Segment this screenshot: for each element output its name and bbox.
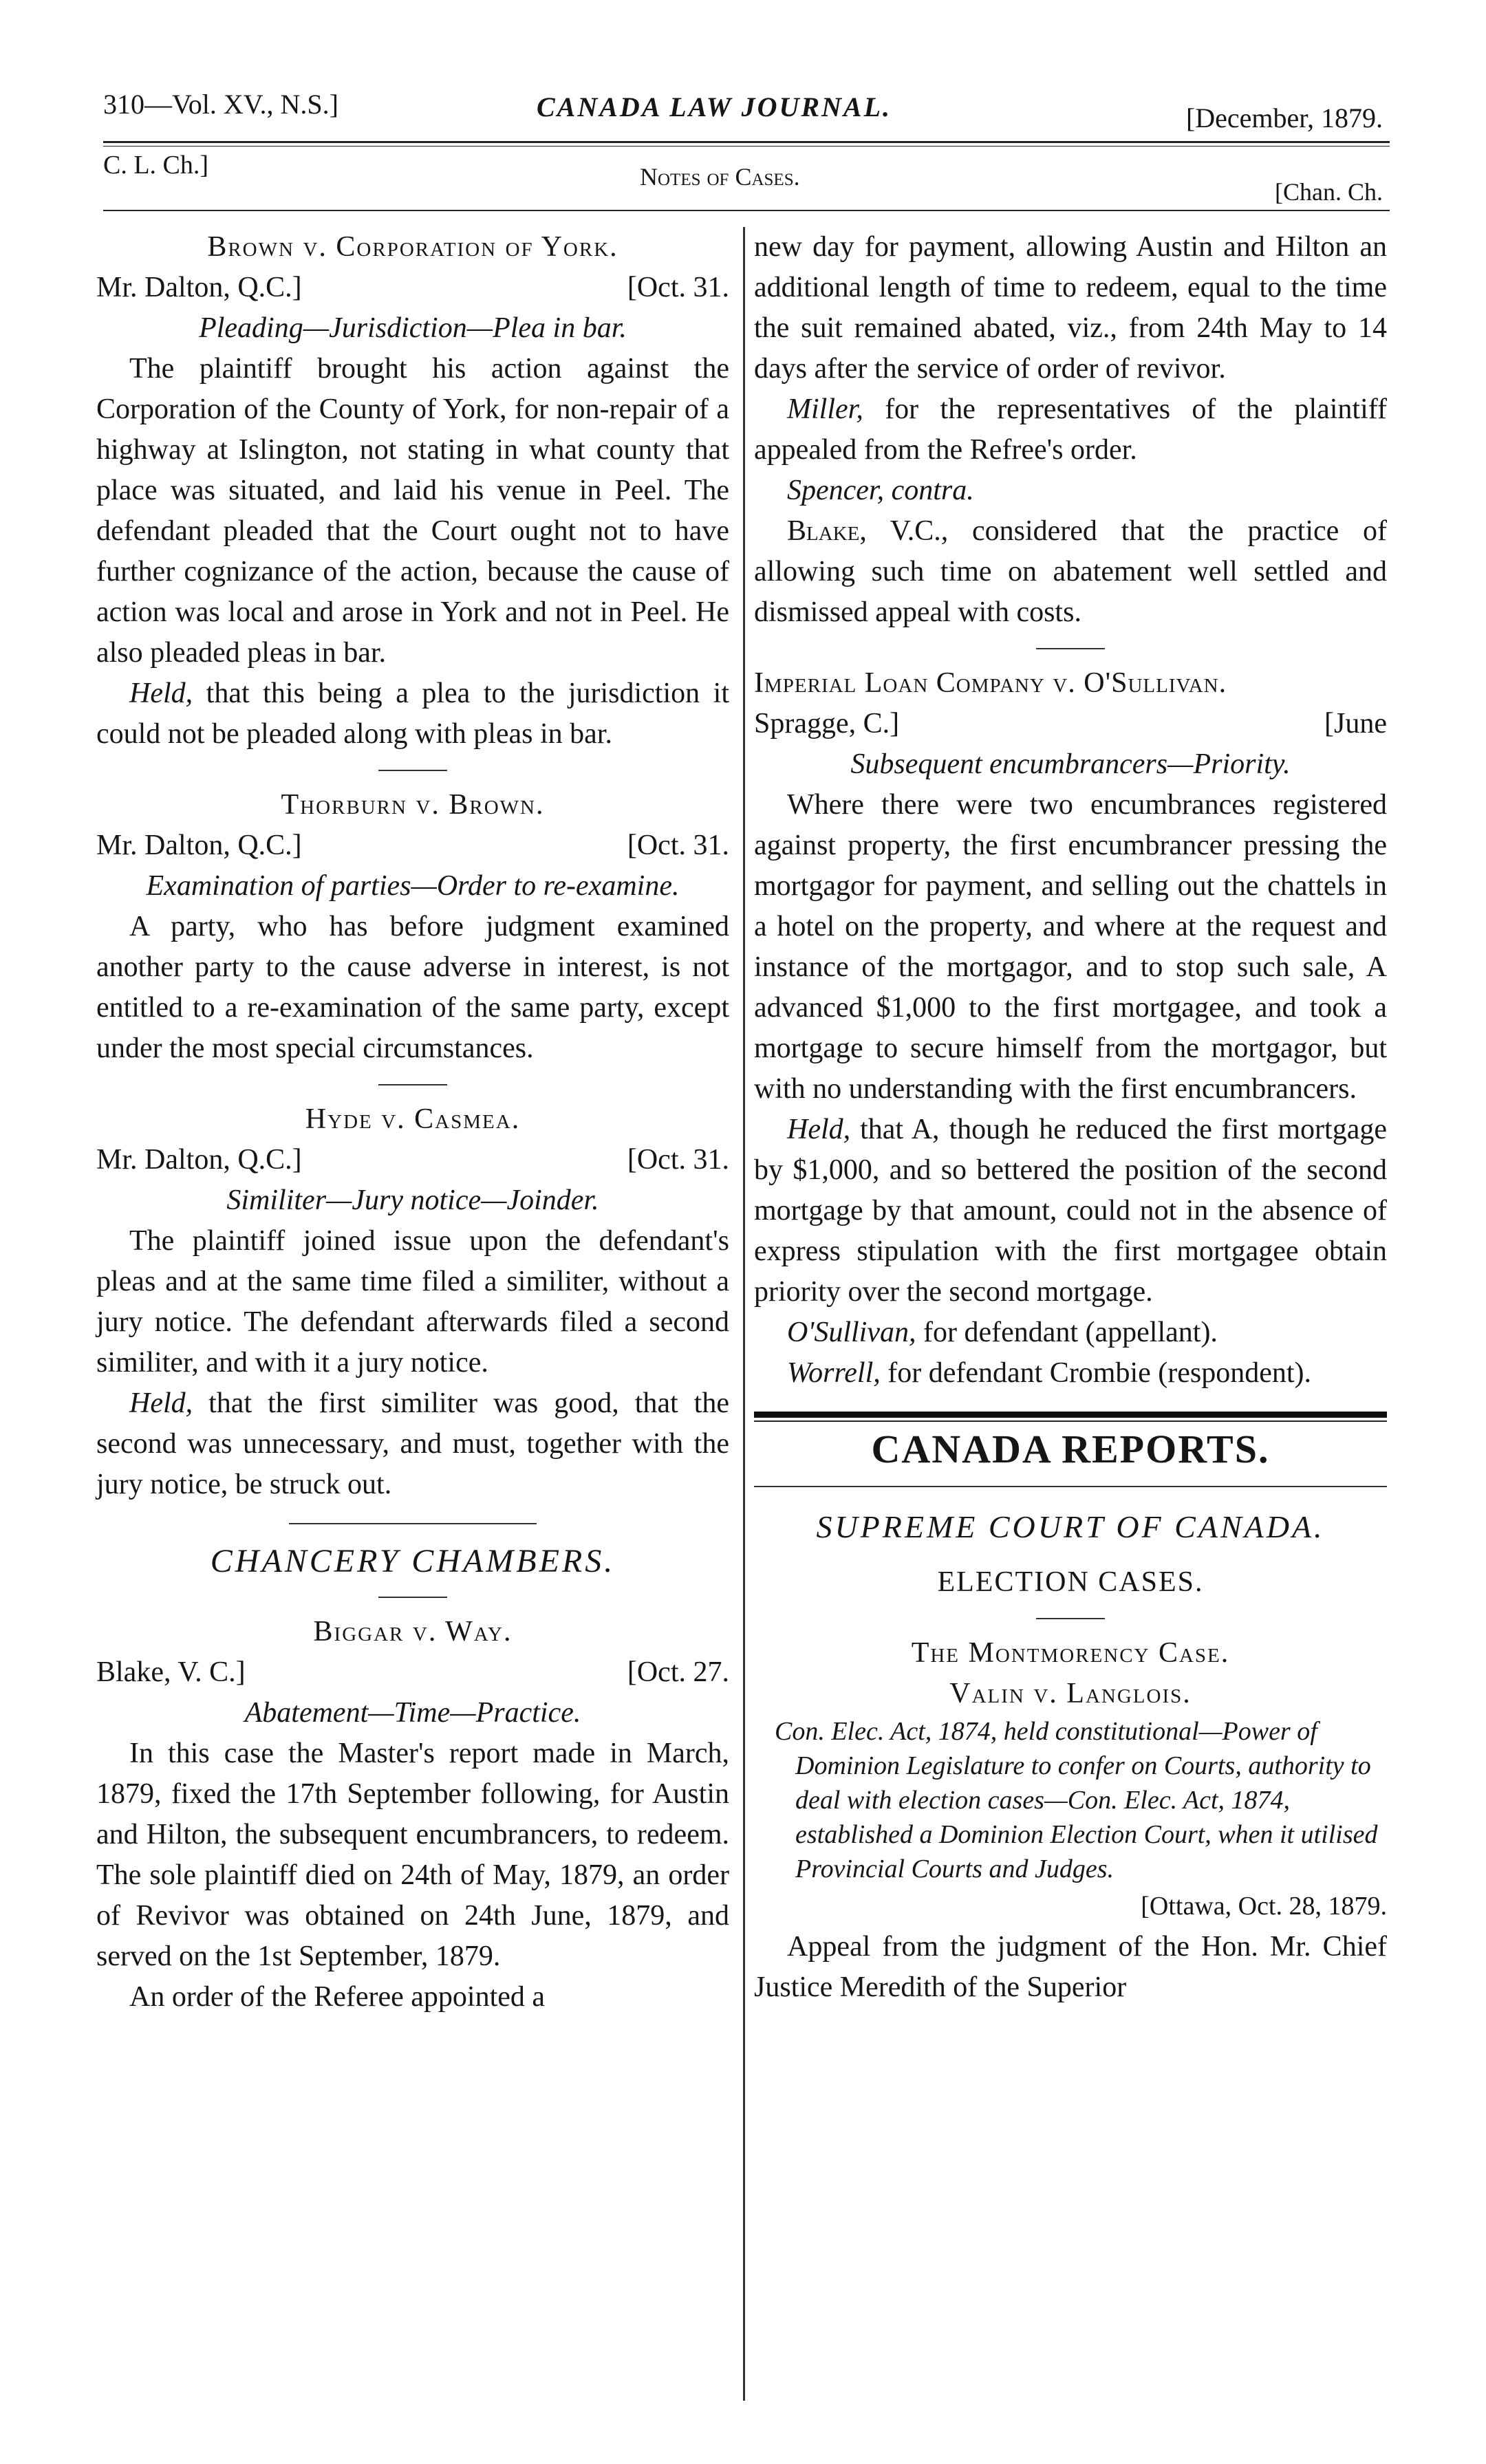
judge: Mr. Dalton, Q.C.] xyxy=(96,830,302,861)
held-paragraph xyxy=(96,673,729,755)
case-separator xyxy=(378,1597,447,1598)
decision-date: [Oct. 31. xyxy=(627,1144,729,1176)
header-rule xyxy=(103,141,1390,143)
held-paragraph xyxy=(754,1110,1387,1312)
case-paragraph: The plaintiff brought his action against the Corporation of the County of York, for non-repair of a highway at Islington, not stating in what county that place was situated, and laid his venue in Peel. The defendant pleaded that the Court ought not to have further cognizance of the action, because the cause of action was local and arose in York and not in Peel. He also pleaded pleas in bar. xyxy=(96,353,729,669)
decision-paragraph xyxy=(754,511,1387,633)
section-code-right: [Chan. Ch. xyxy=(1275,178,1383,206)
counsel-contra: Spencer, contra. xyxy=(787,475,974,506)
case-title: Hyde v. Casmea. xyxy=(305,1103,521,1135)
page-volume: 310—Vol. XV., N.S.] xyxy=(103,89,338,120)
section-code-left: C. L. Ch.] xyxy=(103,151,209,180)
dateline: [Ottawa, Oct. 28, 1879. xyxy=(1141,1892,1387,1921)
decision-date: [Oct. 27. xyxy=(627,1656,729,1688)
decision-date: [Oct. 31. xyxy=(627,272,729,303)
heavy-rule xyxy=(754,1412,1387,1418)
reports-heading: CANADA REPORTS. xyxy=(871,1427,1270,1471)
judge-name: Blake, V.C., xyxy=(787,515,949,547)
case-biggar-v-way xyxy=(96,1612,729,2018)
case-subject: Subsequent encumbrancers—Priority. xyxy=(850,748,1291,780)
held-label: Held, xyxy=(129,1387,193,1419)
held-label: Held, xyxy=(787,1114,851,1145)
case-paragraph: An order of the Referee appointed a xyxy=(129,1981,546,2013)
reports-rule xyxy=(754,1486,1387,1487)
counsel-text: for the representatives of the plaintiff appealed from the Refree's order. xyxy=(754,393,1387,466)
subheader-rule xyxy=(103,210,1390,211)
counsel-text: for defendant Crombie (respondent). xyxy=(880,1357,1312,1389)
appeal-paragraph: Appeal from the judgment of the Hon. Mr. Chief Justice Meredith of the Superior xyxy=(754,1931,1387,2003)
case-subject: Examination of parties—Order to re-examine. xyxy=(146,870,680,902)
case-subject: Pleading—Jurisdiction—Plea in bar. xyxy=(199,312,627,344)
case-brown-v-york xyxy=(96,227,729,755)
case-title: Brown v. Corporation of York. xyxy=(207,231,618,263)
case-separator xyxy=(1036,648,1105,649)
case-title: Thorburn v. Brown. xyxy=(281,789,545,821)
decision-text: considered that the practice of allowing such time on abatement well settled and dismissed appeal with costs. xyxy=(754,515,1387,628)
held-text: that A, though he reduced the first mortgage by $1,000, and so bettered the position of the second mortgage by that amount, could not in the absence of express stipulation with the first mortgagee obtain priority over the second mortgage. xyxy=(754,1114,1387,1308)
decision-date: [June xyxy=(1324,708,1387,739)
case-paragraph: A party, who has before judgment examined another party to the cause adverse in interest, is not entitled to a re-examination of the same party, except under the most special circumstances. xyxy=(96,911,729,1064)
journal-title: CANADA LAW JOURNAL. xyxy=(537,91,892,122)
counsel-paragraph xyxy=(754,389,1387,471)
judge-line xyxy=(754,704,1387,744)
case-hyde-v-casmea xyxy=(96,1099,729,1505)
held-paragraph xyxy=(96,1383,729,1505)
counsel-text: for defendant (appellant). xyxy=(916,1317,1218,1348)
right-column xyxy=(754,227,1387,2008)
counsel-paragraph xyxy=(754,1353,1387,1394)
column-divider xyxy=(743,227,745,2401)
decision-date: [Oct. 31. xyxy=(627,830,729,861)
counsel-name: Miller, xyxy=(787,393,863,425)
section-title: CHANCERY CHAMBERS. xyxy=(210,1543,616,1579)
case-separator xyxy=(378,1084,447,1085)
held-text: that this being a plea to the jurisdiction it could not be pleaded along with pleas in bar. xyxy=(96,678,729,750)
cases-heading: ELECTION CASES. xyxy=(937,1566,1204,1598)
held-text: that the first similiter was good, that the second was unnecessary, and must, together with the jury notice, be struck out. xyxy=(96,1387,729,1500)
section-separator xyxy=(289,1523,537,1524)
case-subject: Similiter—Jury notice—Joinder. xyxy=(226,1185,599,1216)
case-paragraph: Where there were two encumbrances registered against property, the first encumbrancer pressing the mortgagor for payment, and selling out the chattels in a hotel on the property, and where at the request and instance of the mortgagor, and to stop such sale, A advanced $1,000 to the first mortgagee, and took a mortgage to secure himself from the mortgagor, but with no understanding with the first encumbrancers. xyxy=(754,789,1387,1105)
section-heading: Notes of Cases. xyxy=(640,163,800,191)
case-paragraph: In this case the Master's report made in March, 1879, fixed the 17th September following, for Austin and Hilton, the subsequent encumbrancers, to redeem. The sole plaintiff died on 24th of May, 1879, an order of Revivor was obtained on 24th June, 1879, and served on the 1st September, 1879. xyxy=(96,1738,729,1972)
case-paragraph: The plaintiff joined issue upon the defendant's pleas and at the same time filed a similiter, without a jury notice. The defendant afterwards filed a second similiter, and with it a jury notice. xyxy=(96,1225,729,1379)
judge-line xyxy=(96,1652,729,1693)
case-title: Biggar v. Way. xyxy=(313,1616,513,1647)
left-column xyxy=(96,227,729,2018)
issue-date: [December, 1879. xyxy=(1185,102,1383,133)
held-label: Held, xyxy=(129,678,193,709)
case-name: The Montmorency Case. xyxy=(911,1637,1230,1669)
case-parties: Valin v. Langlois. xyxy=(949,1678,1192,1709)
judge: Mr. Dalton, Q.C.] xyxy=(96,1144,302,1176)
counsel-name: O'Sullivan, xyxy=(787,1317,916,1348)
case-imperial-loan xyxy=(754,663,1387,1394)
continued-paragraph: new day for payment, allowing Austin and Hilton an additional length of time to redeem, equal to the time the suit remained abated, viz., from 24th May to 14 days after the service of order of revivor. xyxy=(754,231,1387,385)
case-title: Imperial Loan Company v. O'Sullivan. xyxy=(754,667,1227,699)
judge-line xyxy=(96,825,729,866)
court-heading: SUPREME COURT OF CANADA. xyxy=(816,1509,1325,1544)
case-thorburn-v-brown xyxy=(96,785,729,1069)
judge: Spragge, C.] xyxy=(754,708,900,739)
counsel-name: Worrell, xyxy=(787,1357,881,1389)
judge: Mr. Dalton, Q.C.] xyxy=(96,272,302,303)
judge: Blake, V. C.] xyxy=(96,1656,246,1688)
case-subject: Abatement—Time—Practice. xyxy=(244,1697,581,1729)
counsel-paragraph xyxy=(754,1312,1387,1353)
thin-rule xyxy=(754,1420,1387,1422)
case-separator xyxy=(1036,1618,1105,1619)
case-separator xyxy=(378,770,447,771)
judge-line xyxy=(96,1140,729,1180)
headnote: Con. Elec. Act, 1874, held constitutional—Power of Dominion Legislature to confer on Courts, authority to deal with election cases—Con. Elec. Act, 1874, established a Dominion Election Court, when it utilised Provincial Courts and Judges. xyxy=(775,1717,1378,1883)
header-rule-thin xyxy=(103,146,1390,147)
judge-line xyxy=(96,268,729,308)
